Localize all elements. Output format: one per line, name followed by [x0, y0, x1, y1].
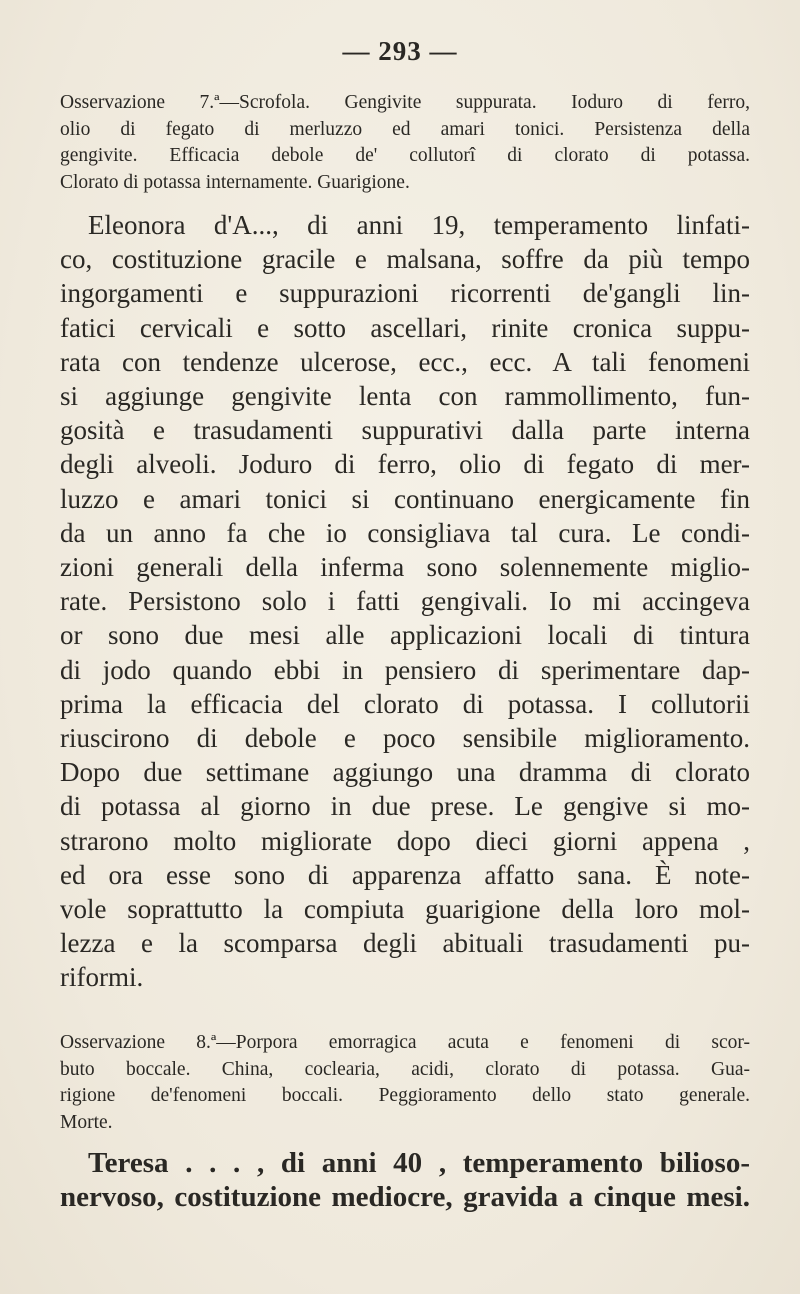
obs8-line-1: Osservazione 8.ª—Porpora emorragica acuta e fenomeni di scor- [60, 1032, 750, 1053]
case7-line-12: rate. Persistono solo i fatti gengivali. Io mi accingeva [60, 586, 750, 617]
case7-line-10: da un anno fa che io consigliava tal cura. Le condi- [60, 517, 750, 548]
case7-line-2: co, costituzione gracile e malsana, soffre da più tempo [60, 244, 750, 275]
obs7-line-4: Clorato di potassa internamente. Guarigione. [60, 171, 410, 193]
obs7-line-3: gengivite. Efficacia debole de' collutorî di clorato di potassa. [60, 145, 750, 166]
case7-line-1: Eleonora d'A..., di anni 19, temperamento linfati- [88, 210, 750, 240]
case7-line-21: vole soprattutto la compiuta guarigione della loro mol- [60, 894, 750, 925]
obs8-line-2: buto boccale. China, coclearia, acidi, clorato di potassa. Gua- [60, 1058, 750, 1080]
case7-line-11: zioni generali della inferma sono solennemente miglio- [60, 552, 750, 583]
case7-line-22: lezza e la scomparsa degli abituali trasudamenti pu- [60, 928, 750, 959]
case7-line-13: or sono due mesi alle applicazioni locali di tintura [60, 620, 750, 651]
case8-line-2: nervoso, costituzione mediocre, gravida a cinque mesi. [60, 1181, 750, 1213]
case7-line-19: strarono molto migliorate dopo dieci giorni appena , [60, 825, 750, 856]
case8-line-1: Teresa . . . , di anni 40 , temperamento bilioso- [88, 1147, 750, 1179]
case7-line-15: prima la efficacia del clorato di potassa. I collutorii [60, 688, 750, 719]
case7-line-9: luzzo e amari tonici si continuano energicamente fin [60, 483, 750, 514]
case7-line-18: di potassa al giorno in due prese. Le gengive si mo- [60, 791, 750, 822]
obs8-line-4: Morte. [60, 1111, 113, 1133]
case7-line-3: ingorgamenti e suppurazioni ricorrenti de'gangli lin- [60, 278, 750, 309]
observation-7-summary [60, 90, 750, 196]
observation-8-summary [60, 1030, 750, 1136]
case7-line-4: fatici cervicali e sotto ascellari, rinite cronica suppu- [60, 312, 750, 343]
obs7-line-1: Osservazione 7.ª—Scrofola. Gengivite suppurata. Ioduro di ferro, [60, 92, 750, 113]
page-number: — 293 — [342, 36, 458, 66]
obs7-line-2: olio di fegato di merluzzo ed amari tonici. Persistenza della [60, 118, 750, 140]
case-8-body [60, 1146, 750, 1214]
case-7-body [60, 208, 750, 995]
case7-line-23: riformi. [60, 962, 144, 993]
case7-line-6: si aggiunge gengivite lenta con rammollimento, fun- [60, 381, 750, 412]
case7-line-16: riuscirono di debole e poco sensibile miglioramento. [60, 723, 750, 754]
case7-line-7: gosità e trasudamenti suppurativi dalla parte interna [60, 415, 750, 446]
obs8-line-3: rigione de'fenomeni boccali. Peggioramento dello stato generale. [60, 1085, 750, 1106]
case7-line-14: di jodo quando ebbi in pensiero di sperimentare dap- [60, 654, 750, 685]
case7-line-20: ed ora esse sono di apparenza affatto sana. È note- [60, 859, 750, 890]
case7-line-5: rata con tendenze ulcerose, ecc., ecc. A tali fenomeni [60, 346, 750, 377]
case7-line-17: Dopo due settimane aggiungo una dramma di clorato [60, 757, 750, 788]
case7-line-8: degli alveoli. Joduro di ferro, olio di fegato di mer- [60, 449, 750, 480]
